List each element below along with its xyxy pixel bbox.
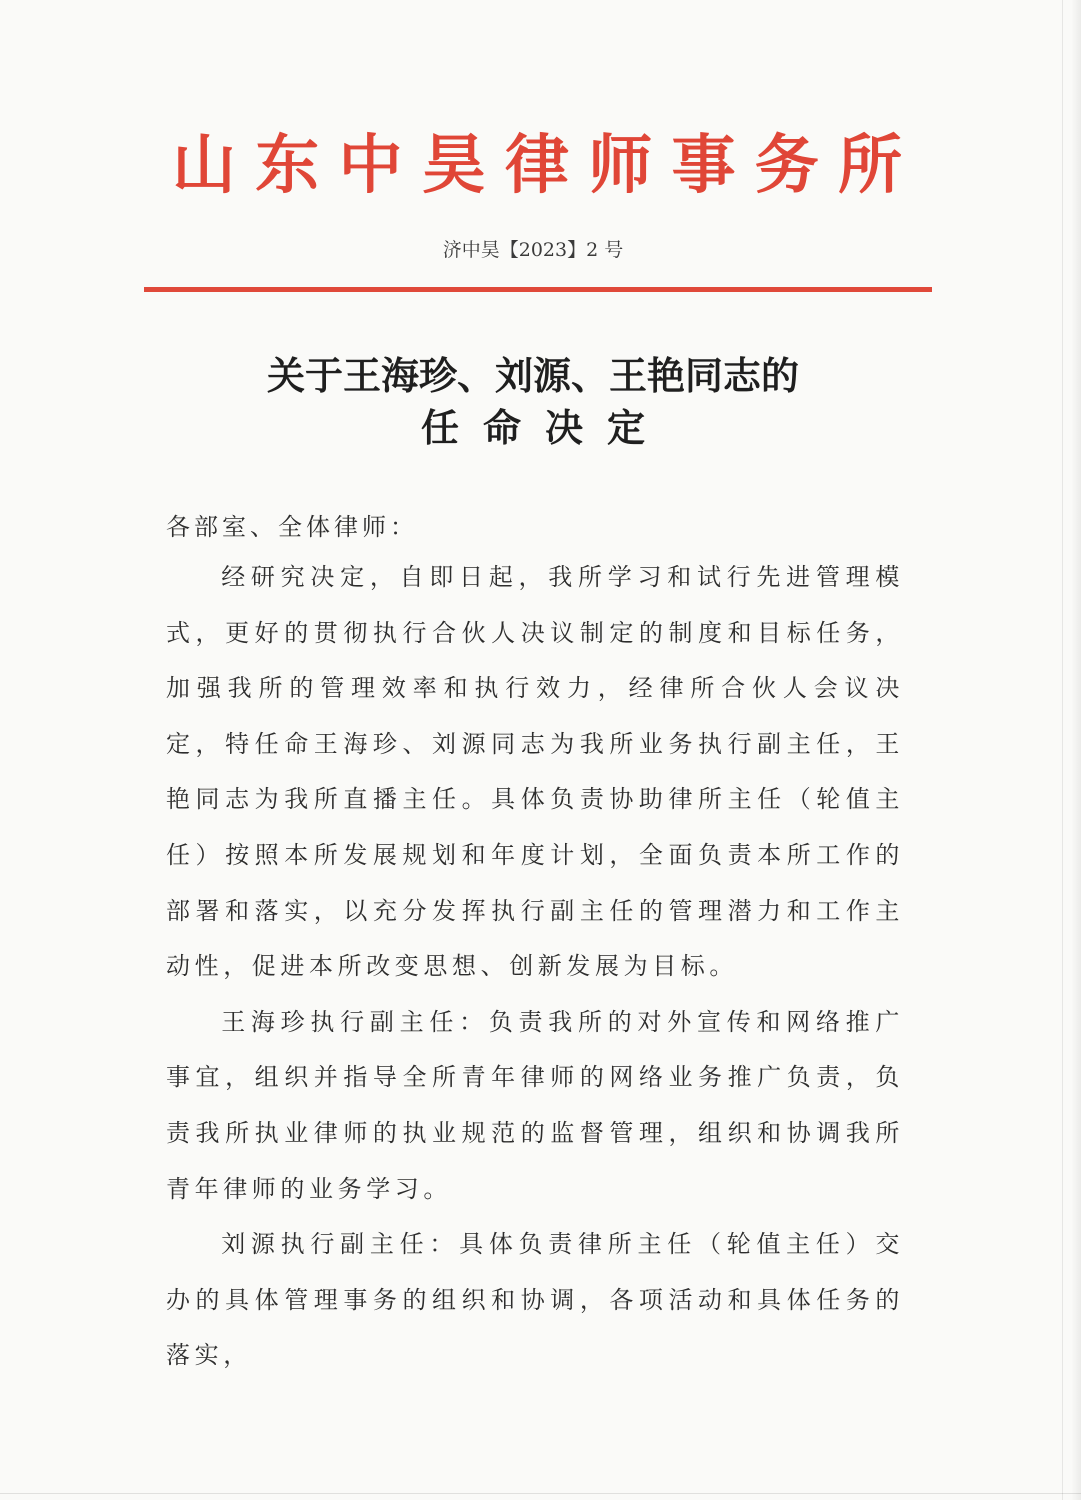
document-number: 济中昊【2023】2 号 (442, 239, 624, 261)
title-line-1: 关于王海珍、刘源、王艳同志的 (266, 354, 799, 398)
body-paragraph-2: 王海珍执行副主任：负责我所的对外宣传和网络推广事宜，组织并指导全所青年律师的网络业务推广负责，负责我所执业律师的执业规范的监督管理，组织和协调我所青年律师的业务学习。 (166, 1007, 904, 1203)
body-paragraph-3: 刘源执行副主任：具体负责律所主任（轮值主任）交办的具体管理事务的组织和协调，各项活动和具体任务的落实， (166, 1230, 904, 1370)
red-divider-rule (144, 287, 932, 292)
page-edge-line (1062, 0, 1063, 1500)
title-line-2: 任命决定 (420, 406, 669, 450)
page-bottom-line (0, 1493, 1081, 1494)
body-paragraph-1: 经研究决定，自即日起，我所学习和试行先进管理模式，更好的贯彻执行合伙人决议制定的制度和目标任务，加强我所的管理效率和执行效力，经律所合伙人会议决定，特任命王海珍、刘源同志为我所业务执行副主任，王艳同志为我所直播主任。具体负责协助律所主任（轮值主任）按照本所发展规划和年度计划，全面负责本所工作的部署和落实，以充分发挥执行副主任的管理潜力和工作主动性，促进本所改变思想、创新发展为目标。 (166, 563, 904, 981)
letterhead-title: 山东中昊律师事务所 (172, 129, 902, 203)
document-body (166, 550, 904, 1384)
salutation: 各部室、全体律师： (166, 513, 418, 541)
page-edge-shadow (1071, 0, 1081, 1500)
document-title (0, 350, 1066, 454)
